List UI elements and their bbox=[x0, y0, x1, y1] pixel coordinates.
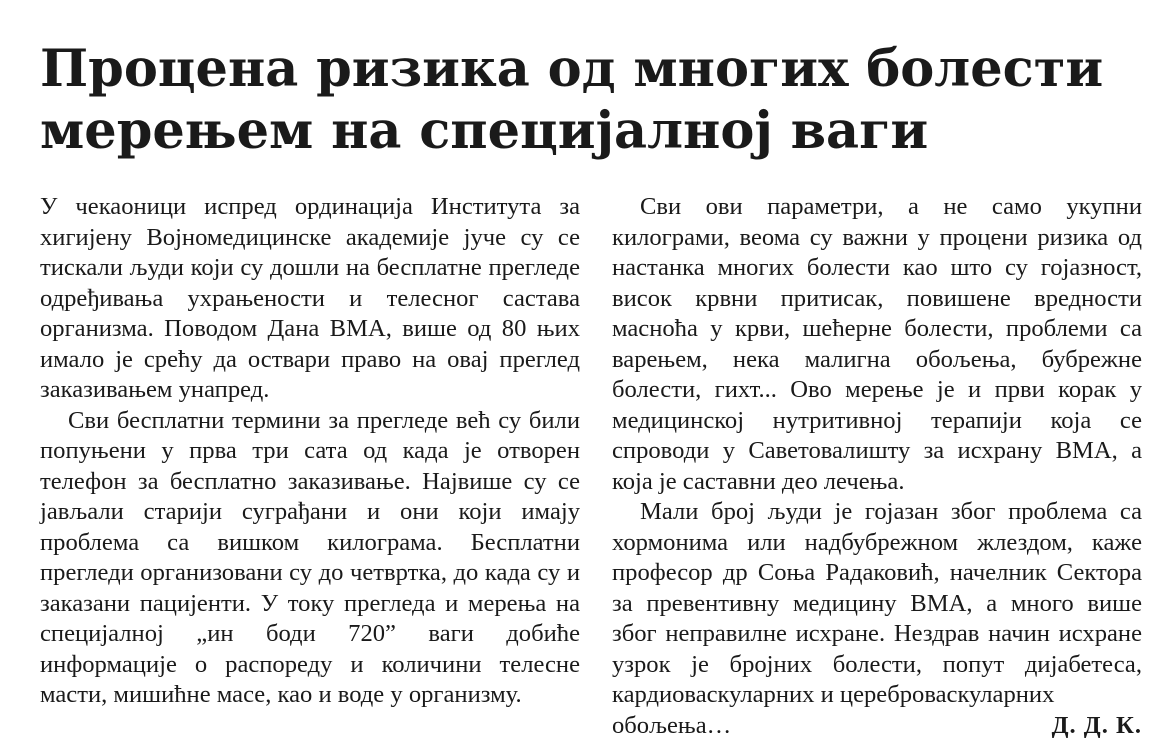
closing-line bbox=[612, 711, 1142, 741]
author-signature: Д. Д. К. bbox=[1052, 711, 1142, 741]
body-paragraph: Сви ови параметри, а не само укупни килограми, веома су важни у процени ризика од настанка многих болести као што су гојазност, висок крвни притисак, повишене вредности масноћа у крви, шећерне болести, проблеми са варењем, нека малигна обољења, бубрежне болести, гихт... Ово мерење је и први корак у медицинској нутритивној терапији која се спроводи у Саветовалишту за исхрану ВМА, а која је саставни део лечења. bbox=[612, 192, 1142, 497]
article-column-right bbox=[612, 192, 1142, 741]
body-paragraph: У чекаоници испред ординација Института за хигијену Војномедицинске академије јуче су се тискали људи који су дошли на бесплатне прегледе одређивања ухрањености и телесног састава организма. Поводом Дана ВМА, више од 80 њих имало је срећу да оствари право на овај преглед заказивањем унапред. bbox=[40, 192, 580, 406]
body-paragraph bbox=[612, 497, 1142, 711]
closing-text: обољења… bbox=[612, 711, 731, 741]
headline-line-1: Процена ризика од многих болести bbox=[40, 39, 1103, 99]
article-column-left bbox=[40, 192, 580, 711]
headline-line-2: мерењем на специјалној ваги bbox=[40, 101, 928, 161]
body-paragraph: Сви бесплатни термини за прегледе већ су били попуњени у прва три сата од када је отворен телефон за бесплатно заказивање. Највише су се јављали старији суграђани и они који имају проблема са вишком килограма. Бесплатни прегледи организовани су до четвртка, до када су и заказани пацијенти. У току прегледа и мерења на специјалној „ин боди 720” ваги добиће информације о распореду и количини телесне масти, мишићне масе, као и воде у организму. bbox=[40, 406, 580, 711]
article-headline bbox=[40, 38, 1130, 162]
body-paragraph-text: Мали број људи је гојазан због проблема са хормонима или надбубрежном жлездом, каже професор др Соња Радаковић, начелник Сектора за превентивну медицину ВМА, а много више због неправилне исхране. Нездрав начин исхране узрок је бројних болести, попут дијабетеса, кардиоваскуларних и цереброваскуларних bbox=[612, 498, 1142, 708]
